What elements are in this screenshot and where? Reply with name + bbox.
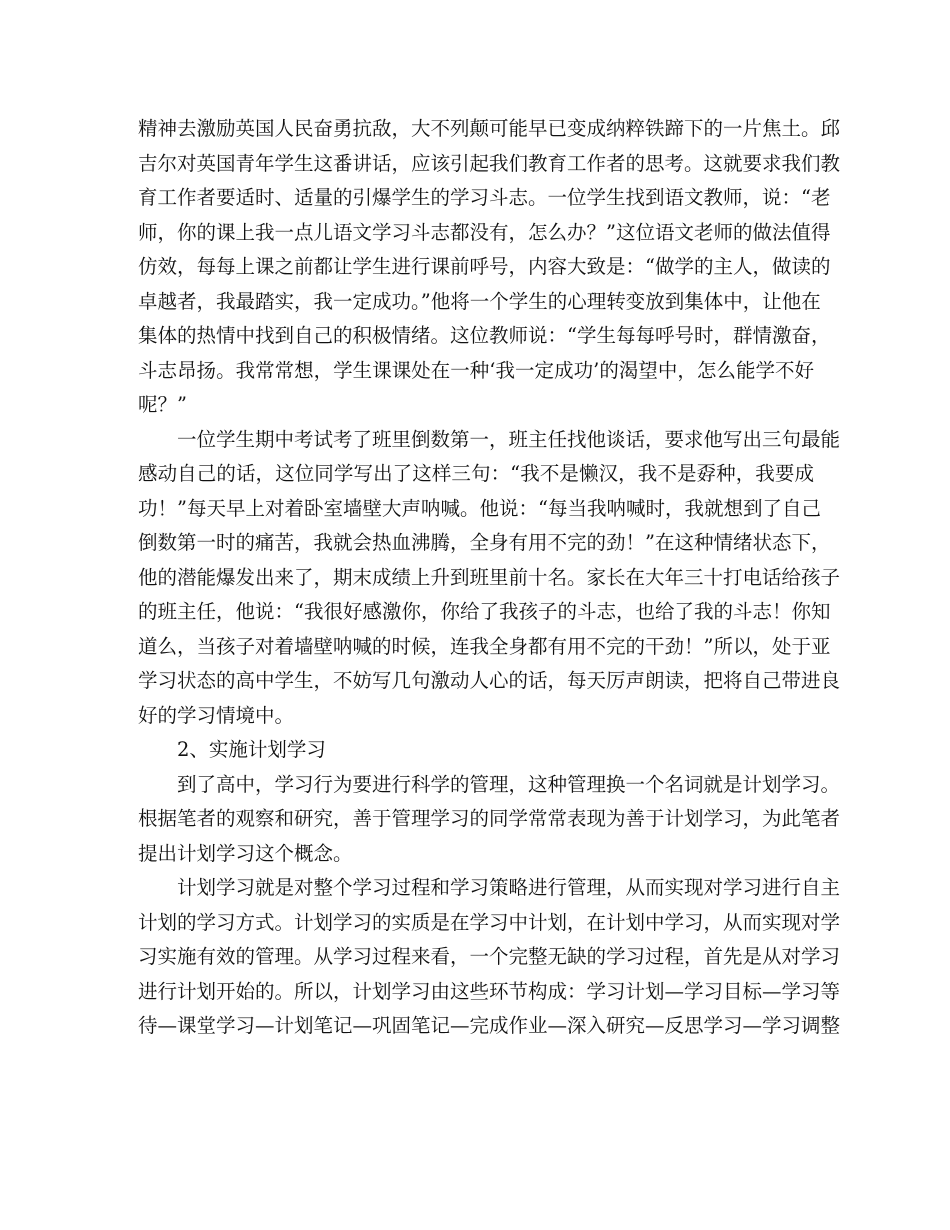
text-line: 待—课堂学习—计划笔记—巩固笔记—完成作业—深入研究—反思学习—学习调整 <box>138 1014 841 1037</box>
text-line: 计划学习就是对整个学习过程和学习策略进行管理，从而实现对学习进行自主 <box>177 876 841 899</box>
text-line: 育工作者要适时、适量的引爆学生的学习斗志。一位学生找到语文教师，说：“老 <box>138 186 831 209</box>
section-heading <box>138 733 814 768</box>
paragraph-4 <box>138 871 841 1044</box>
paragraph-2 <box>138 423 841 734</box>
text-line: 师，你的课上我一点儿语文学习斗志都没有，怎么办？”这位语文老师的做法值得 <box>138 220 831 244</box>
text-line: 好的学习情境中。 <box>138 703 295 727</box>
text-line: 卓越者，我最踏实，我一定成功。”他将一个学生的心理转变放到集体中，让他在 <box>138 289 821 313</box>
paragraph-3 <box>138 768 841 872</box>
document-body <box>138 112 841 1044</box>
text-line: 提出计划学习这个概念。 <box>138 841 353 865</box>
text-line: 一位学生期中考试考了班里倒数第一，班主任找他谈话，要求他写出三句最能 <box>177 427 841 451</box>
text-line: 集体的热情中找到自己的积极情绪。这位教师说：“学生每每呼号时，群情激奋， <box>138 324 831 347</box>
text-line: 道么，当孩子对着墙壁呐喊的时候，连我全身都有用不完的干劲！”所以，处于亚 <box>138 634 831 658</box>
text-line: 斗志昂扬。我常常想，学生课课处在一种‘我一定成功’的渴望中，怎么能学不好 <box>138 358 814 382</box>
text-line: 呢？” <box>138 393 187 416</box>
text-line: 学习状态的高中学生，不妨写几句激动人心的话，每天厉声朗读，把将自己带进良 <box>138 669 841 692</box>
text-line: 精神去激励英国人民奋勇抗敌，大不列颠可能早已变成纳粹铁蹄下的一片焦土。邱 <box>138 117 841 140</box>
text-line: 他的潜能爆发出来了，期末成绩上升到班里前十名。家长在大年三十打电话给孩子 <box>138 565 841 589</box>
text-line: 进行计划开始的。所以，计划学习由这些环节构成：学习计划—学习目标—学习等 <box>138 979 841 1003</box>
text-line: 倒数第一时的痛苦，我就会热血沸腾，全身有用不完的劲！”在这种情绪状态下， <box>138 531 831 554</box>
text-line: 计划的学习方式。计划学习的实质是在学习中计划，在计划中学习，从而实现对学 <box>138 910 841 934</box>
text-line: 感动自己的话，这位同学写出了这样三句：“我不是懒汉，我不是孬种，我要成 <box>138 462 814 485</box>
text-line: 吉尔对英国青年学生这番讲话，应该引起我们教育工作者的思考。这就要求我们教 <box>138 151 841 175</box>
text-line: 功！”每天早上对着卧室墙壁大声呐喊。他说：“每当我呐喊时，我就想到了自己 <box>138 496 821 520</box>
text-line: 的班主任，他说：“我很好感激你，你给了我孩子的斗志，也给了我的斗志！你知 <box>138 600 831 623</box>
section-title: 2、实施计划学习 <box>177 738 326 761</box>
text-line: 根据笔者的观察和研究，善于管理学习的同学常常表现为善于计划学习，为此笔者 <box>138 807 841 830</box>
text-line: 仿效，每每上课之前都让学生进行课前呼号，内容大致是：“做学的主人，做读的 <box>138 255 831 278</box>
text-line: 到了高中，学习行为要进行科学的管理，这种管理换一个名词就是计划学习。 <box>177 772 841 796</box>
paragraph-1 <box>138 112 841 423</box>
text-line: 习实施有效的管理。从学习过程来看，一个完整无缺的学习过程，首先是从对学习 <box>138 945 841 968</box>
